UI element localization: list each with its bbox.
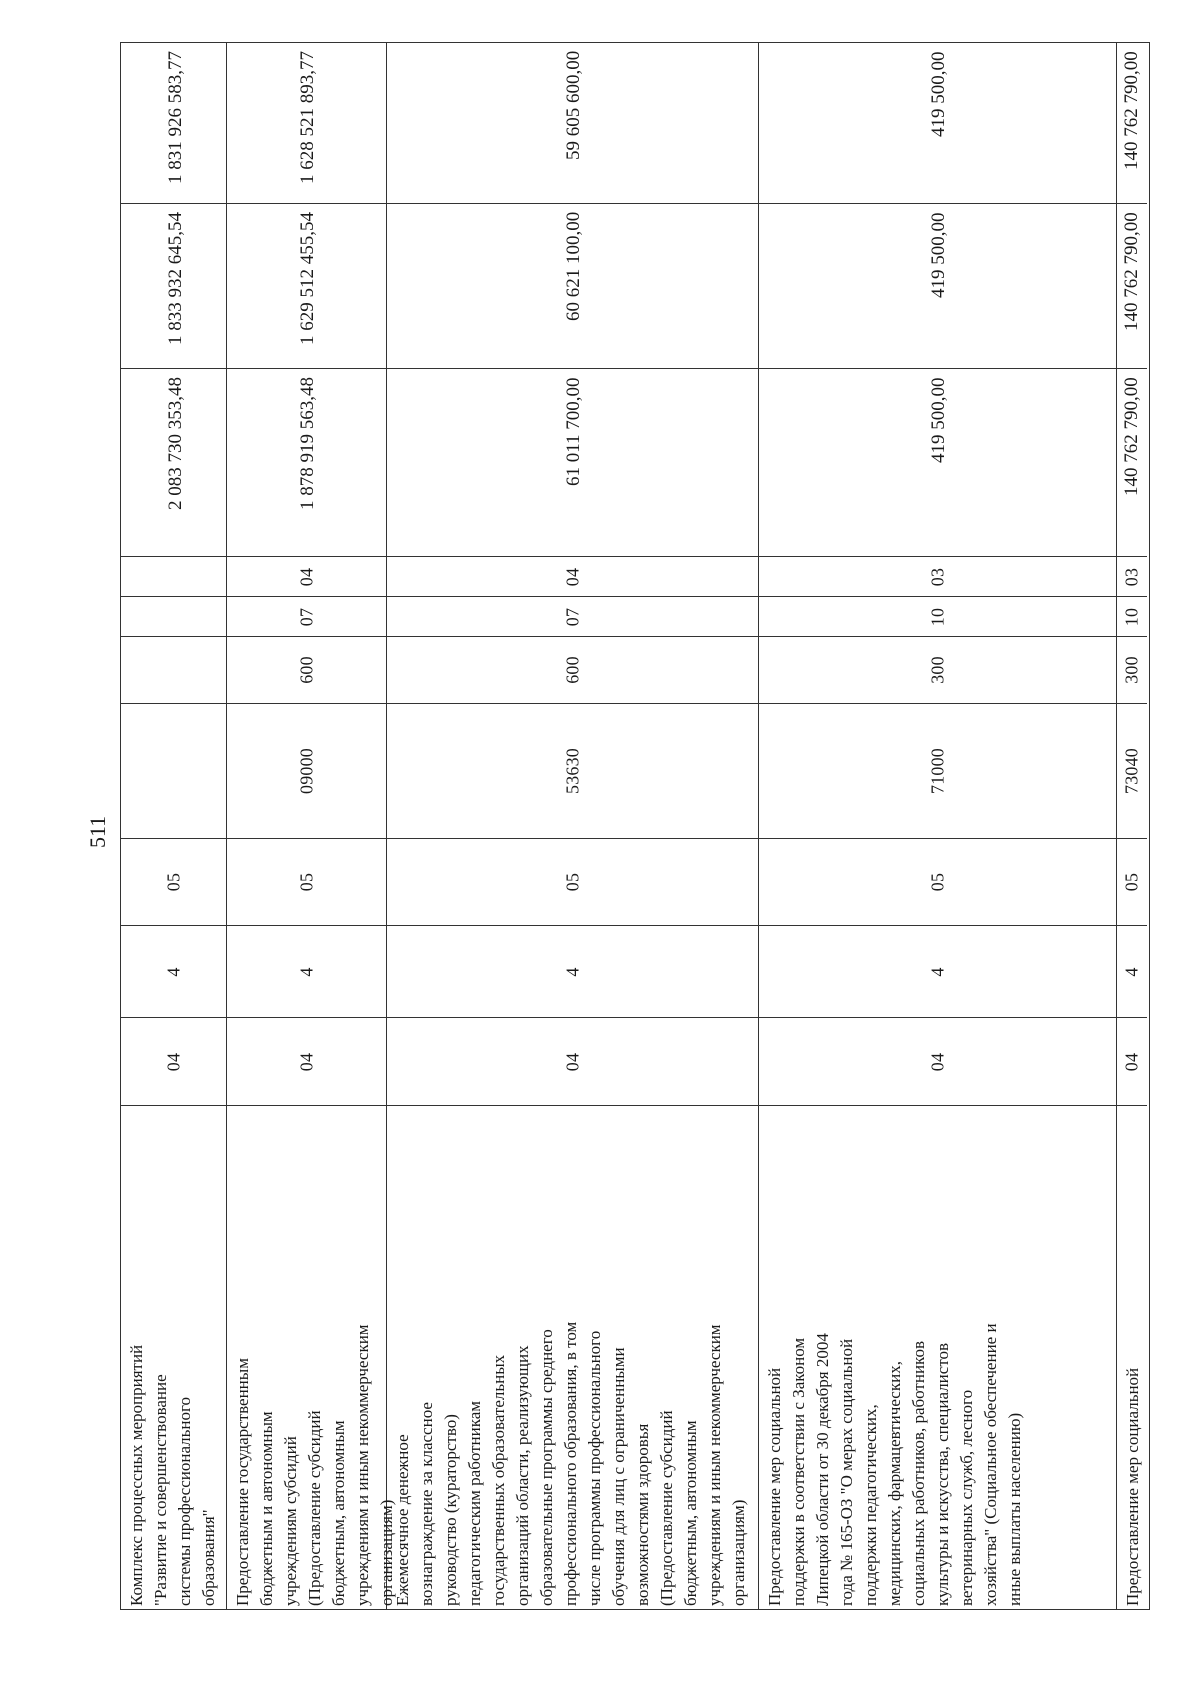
row-name-line: образования" xyxy=(199,1509,218,1606)
row-name-line: вознаграждение за классное xyxy=(417,1402,436,1606)
row-name-line: Предоставление мер социальной xyxy=(1123,1367,1142,1606)
code-value: 600 xyxy=(296,656,316,684)
row-name xyxy=(1121,1112,1145,1606)
code-value: 600 xyxy=(562,656,582,684)
code-value: 05 xyxy=(927,872,947,892)
row-name-line: учреждениям и иным некоммерческим xyxy=(705,1324,724,1606)
row-name xyxy=(125,1112,221,1606)
table-row xyxy=(759,43,1117,1609)
row-name-line: социальных работников, работников xyxy=(909,1341,928,1606)
row-name-line: обучения для лиц с ограниченными xyxy=(609,1347,628,1606)
table-cell-name xyxy=(227,1105,396,1611)
table-cell-name xyxy=(387,1105,758,1611)
table-cell-v1 xyxy=(387,368,758,556)
budget-table xyxy=(120,42,1150,1610)
table-cell-v2 xyxy=(227,203,386,368)
code-value: 04 xyxy=(163,1052,183,1071)
page-number: 511 xyxy=(85,815,110,848)
table-cell-c4 xyxy=(759,703,1116,838)
amount-value: 59 605 600,00 xyxy=(563,51,584,161)
code-value: 09000 xyxy=(296,748,316,794)
table-cell-c2 xyxy=(387,925,758,1017)
table-cell-c1 xyxy=(387,1017,758,1105)
amount-value: 140 762 790,00 xyxy=(1121,212,1142,331)
table-cell-v3 xyxy=(387,43,758,203)
row-name-line: учреждениям и иным некоммерческим xyxy=(353,1324,372,1606)
table-row xyxy=(387,43,759,1609)
table-cell-v2 xyxy=(121,203,226,368)
amount-value: 419 500,00 xyxy=(928,212,949,298)
code-value: 04 xyxy=(927,1052,947,1071)
amount-value: 1 629 512 455,54 xyxy=(297,212,318,345)
row-name xyxy=(391,1112,751,1606)
table-cell-v1 xyxy=(121,368,226,556)
table-cell-v2 xyxy=(1117,203,1147,368)
row-name-line: организациям) xyxy=(377,1499,396,1606)
table-cell-c7 xyxy=(227,556,386,596)
table-cell-c6 xyxy=(121,596,226,636)
code-value: 4 xyxy=(1121,966,1142,977)
row-name-line: профессионального образования, в том xyxy=(561,1321,580,1606)
table-cell-v1 xyxy=(1117,368,1147,556)
table-cell-v3 xyxy=(121,43,226,203)
code-value: 03 xyxy=(1121,567,1142,586)
table-cell-c4 xyxy=(387,703,758,838)
code-value: 05 xyxy=(1121,872,1142,892)
row-name-line: Ежемесячное денежное xyxy=(393,1434,412,1606)
table-cell-c7 xyxy=(387,556,758,596)
table-cell-c2 xyxy=(1117,925,1147,1017)
code-value: 05 xyxy=(562,872,582,892)
table-cell-v1 xyxy=(227,368,386,556)
table-cell-c7 xyxy=(759,556,1116,596)
table-cell-c3 xyxy=(227,838,386,925)
table-cell-name xyxy=(121,1105,226,1611)
row-name-line: (Предоставление субсидий xyxy=(657,1410,676,1606)
table-cell-c6 xyxy=(387,596,758,636)
table-cell-c7 xyxy=(121,556,226,596)
code-value: 04 xyxy=(296,567,316,586)
code-value: 04 xyxy=(562,1052,582,1071)
amount-value: 140 762 790,00 xyxy=(1121,377,1142,496)
code-value: 04 xyxy=(562,567,582,586)
table-cell-c1 xyxy=(121,1017,226,1105)
row-name-line: "Развитие и совершенствование xyxy=(151,1374,170,1606)
amount-value: 1 833 932 645,54 xyxy=(165,212,186,345)
row-name-line: бюджетным и автономным xyxy=(257,1411,276,1606)
amount-value: 1 831 926 583,77 xyxy=(165,51,186,184)
row-name-line: организациям) xyxy=(729,1499,748,1606)
code-value: 4 xyxy=(296,966,316,977)
table-cell-c5 xyxy=(1117,636,1147,703)
table-cell-c3 xyxy=(759,838,1116,925)
table-cell-c5 xyxy=(759,636,1116,703)
row-name-line: руководство (кураторство) xyxy=(441,1414,460,1606)
amount-value: 419 500,00 xyxy=(928,377,949,463)
code-value: 4 xyxy=(562,966,582,977)
table-cell-v2 xyxy=(387,203,758,368)
row-name-line: учреждениям субсидий xyxy=(281,1436,300,1606)
amount-value: 60 621 100,00 xyxy=(563,212,584,322)
code-value: 4 xyxy=(927,966,947,977)
amount-value: 61 011 700,00 xyxy=(563,377,584,486)
row-name-line: числе программы профессионального xyxy=(585,1330,604,1606)
table-cell-c5 xyxy=(387,636,758,703)
row-name-line: Комплекс процессных мероприятий xyxy=(127,1344,146,1606)
table-cell-c6 xyxy=(1117,596,1147,636)
row-name xyxy=(231,1112,399,1606)
table-cell-v3 xyxy=(759,43,1116,203)
row-name-line: организаций области, реализующих xyxy=(513,1345,532,1606)
code-value: 10 xyxy=(927,607,947,626)
amount-value: 140 762 790,00 xyxy=(1121,51,1142,170)
code-value: 53630 xyxy=(562,748,582,794)
code-value: 07 xyxy=(296,607,316,626)
amount-value: 1 878 919 563,48 xyxy=(297,377,318,510)
table-cell-c1 xyxy=(759,1017,1116,1105)
code-value: 05 xyxy=(296,872,316,892)
row-name-line: Предоставление государственным xyxy=(233,1358,252,1606)
code-value: 07 xyxy=(562,607,582,626)
row-name-line: иные выплаты населению) xyxy=(1005,1412,1024,1606)
code-value: 73040 xyxy=(1121,748,1142,794)
table-row xyxy=(1117,43,1147,1609)
row-name-line: ветеринарных служб, лесного xyxy=(957,1389,976,1606)
code-value: 71000 xyxy=(927,748,947,794)
code-value: 300 xyxy=(1121,656,1142,684)
row-name-line: государственных образовательных xyxy=(489,1354,508,1606)
table-cell-c4 xyxy=(1117,703,1147,838)
row-name-line: медицинских, фармацевтических, xyxy=(885,1361,904,1606)
row-name xyxy=(763,1112,1027,1606)
code-value: 4 xyxy=(163,966,183,977)
code-value: 03 xyxy=(927,567,947,586)
table-cell-v3 xyxy=(1117,43,1147,203)
table-cell-c6 xyxy=(759,596,1116,636)
table-cell-v3 xyxy=(227,43,386,203)
table-cell-c7 xyxy=(1117,556,1147,596)
row-name-line: поддержки педагогических, xyxy=(861,1404,880,1606)
row-name-line: поддержки в соответствии с Законом xyxy=(789,1337,808,1606)
code-value: 300 xyxy=(927,656,947,684)
table-cell-c2 xyxy=(121,925,226,1017)
table-cell-c5 xyxy=(227,636,386,703)
amount-value: 1 628 521 893,77 xyxy=(297,51,318,184)
table-cell-c2 xyxy=(227,925,386,1017)
row-name-line: системы профессионального xyxy=(175,1396,194,1606)
table-cell-c5 xyxy=(121,636,226,703)
row-name-line: Липецкой области от 30 декабря 2004 xyxy=(813,1333,832,1606)
row-name-line: хозяйства" (Социальное обеспечение и xyxy=(981,1323,1000,1606)
row-name-line: бюджетным, автономным xyxy=(329,1420,348,1606)
amount-value: 2 083 730 353,48 xyxy=(165,377,186,510)
row-name-line: возможностями здоровья xyxy=(633,1423,652,1606)
table-cell-c3 xyxy=(1117,838,1147,925)
table-cell-c1 xyxy=(1117,1017,1147,1105)
table-cell-v2 xyxy=(759,203,1116,368)
row-name-line: года № 165-ОЗ "О мерах социальной xyxy=(837,1338,856,1606)
row-name-line: (Предоставление субсидий xyxy=(305,1410,324,1606)
row-name-line: образовательные программы среднего xyxy=(537,1329,556,1606)
table-cell-c4 xyxy=(227,703,386,838)
code-value: 10 xyxy=(1121,607,1142,626)
amount-value: 419 500,00 xyxy=(928,51,949,137)
row-name-line: педагогическим работникам xyxy=(465,1400,484,1606)
table-cell-v1 xyxy=(759,368,1116,556)
table-cell-name xyxy=(759,1105,1116,1611)
table-cell-c4 xyxy=(121,703,226,838)
row-name-line: культуры и искусства, специалистов xyxy=(933,1342,952,1606)
row-name-line: Предоставление мер социальной xyxy=(765,1367,784,1606)
table-cell-c1 xyxy=(227,1017,386,1105)
table-cell-name xyxy=(1117,1105,1147,1611)
table-cell-c3 xyxy=(121,838,226,925)
table-cell-c6 xyxy=(227,596,386,636)
table-cell-c3 xyxy=(387,838,758,925)
table-cell-c2 xyxy=(759,925,1116,1017)
code-value: 04 xyxy=(296,1052,316,1071)
code-value: 04 xyxy=(1121,1052,1142,1071)
row-name-line: бюджетным, автономным xyxy=(681,1420,700,1606)
table-row xyxy=(121,43,227,1609)
code-value: 05 xyxy=(163,872,183,892)
table-row xyxy=(227,43,396,1609)
